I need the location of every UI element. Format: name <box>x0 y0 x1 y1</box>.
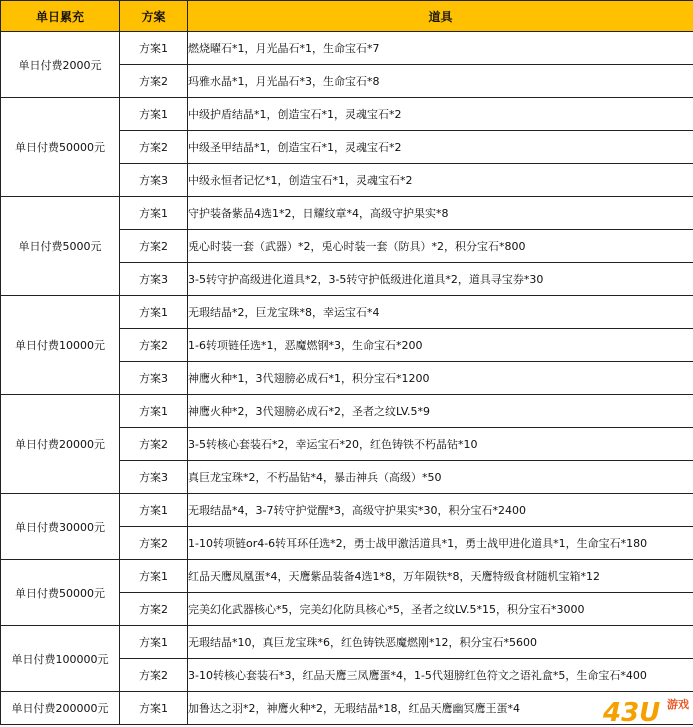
plan-cell: 方案1 <box>120 560 188 593</box>
plan-cell: 方案2 <box>120 527 188 560</box>
table-row <box>1 197 693 230</box>
plan-cell: 方案3 <box>120 164 188 197</box>
table-row <box>1 626 693 659</box>
items-cell: 3-5转核心套装石*2，幸运宝石*20，红色铸铁不朽晶钻*10 <box>188 428 693 461</box>
svg-text:43U: 43U <box>603 698 661 725</box>
header-tier: 单日累充 <box>1 1 120 32</box>
tier-cell: 单日付费30000元 <box>1 494 120 560</box>
plan-cell: 方案1 <box>120 32 188 65</box>
table-row <box>1 692 693 725</box>
items-cell: 中级永恒者记忆*1，创造宝石*1，灵魂宝石*2 <box>188 164 693 197</box>
items-cell: 守护装备紫品4选1*2，日耀纹章*4，高级守护果实*8 <box>188 197 693 230</box>
plan-cell: 方案2 <box>120 593 188 626</box>
plan-cell: 方案1 <box>120 494 188 527</box>
items-cell: 3-10转核心套装石*3，红品天鹰三凤鹰蛋*4，1-5代翅膀红色符文之语礼盒*5，生命宝石*400 <box>188 659 693 692</box>
header-items: 道具 <box>188 1 693 32</box>
items-cell: 3-5转守护高级进化道具*2，3-5转守护低级进化道具*2，道具寻宝券*30 <box>188 263 693 296</box>
tier-cell: 单日付费20000元 <box>1 395 120 494</box>
plan-cell: 方案1 <box>120 296 188 329</box>
table-row <box>1 494 693 527</box>
plan-cell: 方案3 <box>120 263 188 296</box>
items-cell: 无瑕结晶*4，3-7转守护觉醒*3，高级守护果实*30，积分宝石*2400 <box>188 494 693 527</box>
plan-cell: 方案2 <box>120 65 188 98</box>
plan-cell: 方案1 <box>120 692 188 725</box>
table-row <box>1 98 693 131</box>
items-cell: 中级护盾结晶*1，创造宝石*1，灵魂宝石*2 <box>188 98 693 131</box>
items-cell: 玛雅水晶*1，月光晶石*3，生命宝石*8 <box>188 65 693 98</box>
table-row <box>1 560 693 593</box>
items-cell: 中级圣甲结晶*1，创造宝石*1，灵魂宝石*2 <box>188 131 693 164</box>
items-cell: 红品天鹰凤凰蛋*4，天鹰紫品装备4选1*8，万年陨铁*8，天鹰特级食材随机宝箱*12 <box>188 560 693 593</box>
plan-cell: 方案1 <box>120 626 188 659</box>
plan-cell: 方案2 <box>120 230 188 263</box>
tier-cell: 单日付费2000元 <box>1 32 120 98</box>
table-row <box>1 296 693 329</box>
tier-cell: 单日付费10000元 <box>1 296 120 395</box>
items-cell: 神鹰火种*1，3代翅膀必成石*1，积分宝石*1200 <box>188 362 693 395</box>
tier-cell: 单日付费50000元 <box>1 560 120 626</box>
tier-cell: 单日付费200000元 <box>1 692 120 725</box>
tier-cell: 单日付费50000元 <box>1 98 120 197</box>
tier-cell: 单日付费5000元 <box>1 197 120 296</box>
plan-cell: 方案2 <box>120 131 188 164</box>
plan-cell: 方案3 <box>120 362 188 395</box>
header-plan: 方案 <box>120 1 188 32</box>
plan-cell: 方案1 <box>120 197 188 230</box>
plan-cell: 方案2 <box>120 659 188 692</box>
plan-cell: 方案1 <box>120 98 188 131</box>
items-cell: 无瑕结晶*10，真巨龙宝珠*6，红色铸铁恶魔燃刚*12，积分宝石*5600 <box>188 626 693 659</box>
items-cell: 真巨龙宝珠*2，不朽晶钻*4，暴击神兵（高级）*50 <box>188 461 693 494</box>
plan-cell: 方案1 <box>120 395 188 428</box>
plan-cell: 方案3 <box>120 461 188 494</box>
items-cell: 1-10转项链or4-6转耳环任选*2，勇士战甲激活道具*1，勇士战甲进化道具*1，生命宝石*180 <box>188 527 693 560</box>
site-watermark <box>601 695 689 725</box>
plan-cell: 方案2 <box>120 329 188 362</box>
items-cell: 完美幻化武器核心*5，完美幻化防具核心*5，圣者之纹LV.5*15，积分宝石*3000 <box>188 593 693 626</box>
43u-logo-icon <box>601 695 665 725</box>
table-row <box>1 32 693 65</box>
plan-cell: 方案2 <box>120 428 188 461</box>
items-cell: 无瑕结晶*2，巨龙宝珠*8，幸运宝石*4 <box>188 296 693 329</box>
items-cell: 1-6转项链任选*1，恶魔燃钢*3，生命宝石*200 <box>188 329 693 362</box>
items-cell: 神鹰火种*2，3代翅膀必成石*2，圣者之纹LV.5*9 <box>188 395 693 428</box>
table-row <box>1 395 693 428</box>
header-row <box>1 1 693 32</box>
items-cell: 燃烧曜石*1，月光晶石*1，生命宝石*7 <box>188 32 693 65</box>
items-cell: 兎心时装一套（武器）*2，兎心时装一套（防具）*2，积分宝石*800 <box>188 230 693 263</box>
watermark-game-label: 游戏 <box>667 698 689 711</box>
tier-cell: 单日付费100000元 <box>1 626 120 692</box>
items-cell: 加鲁达之羽*2，神鹰火种*2，无瑕结晶*18，红品天鹰幽冥鹰王蛋*4 <box>188 692 693 725</box>
